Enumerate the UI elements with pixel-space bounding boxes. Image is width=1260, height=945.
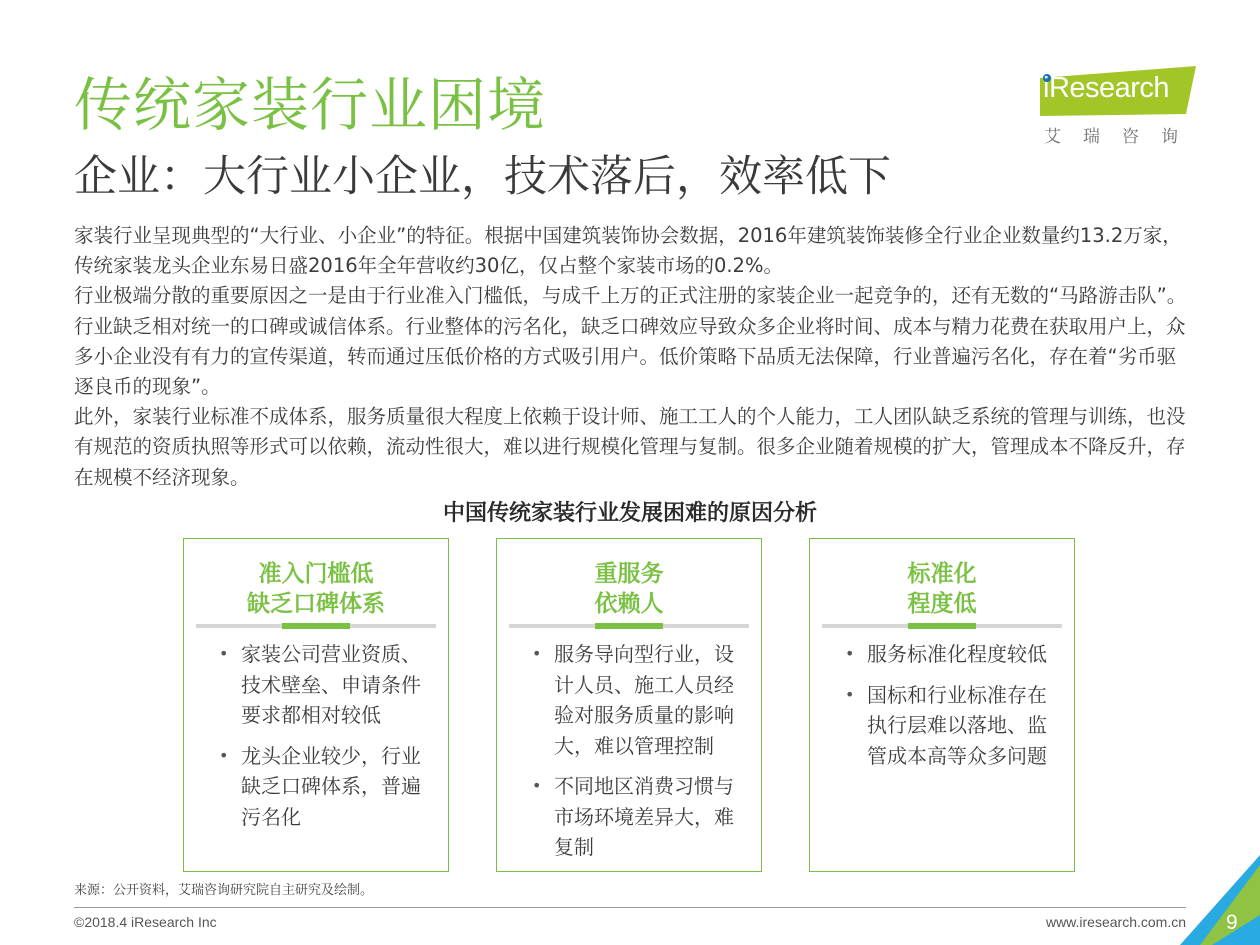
card-heading-line: 准入门槛低 <box>258 561 374 587</box>
reason-card-standardization <box>809 538 1075 872</box>
bullet-icon: • <box>845 684 855 704</box>
paragraph: 行业极端分散的重要原因之一是由于行业准入门槛低，与成千上万的正式注册的家装企业一起竞争的，还有无数的“马路游击队”。行业缺乏相对统一的口碑或诚信体系。行业整体的污名化，缺乏口碑效应导致众多企业将时间、成本与精力花费在获取用户上，众多小企业没有有力的宣传渠道，转而通过压低价格的方式吸引用户。低价策略下品质无法保障，行业普遍污名化，存在着“劣币驱逐良币的现象”。 <box>74 284 1187 399</box>
reason-card-entry-barrier <box>183 538 449 872</box>
logo-brand-text: iResearch <box>1043 72 1170 104</box>
card-heading-line: 重服务 <box>594 561 664 587</box>
bullet-text: 不同地区消费习惯与市场环境差异大，难复制 <box>554 774 734 859</box>
card-heading-line: 程度低 <box>907 591 977 617</box>
card-heading-line: 标准化 <box>907 561 977 587</box>
bullet-text: 服务导向型行业，设计人员、施工人员经验对服务质量的影响大，难以管理控制 <box>554 642 734 758</box>
bullet-icon: • <box>219 745 229 765</box>
card-heading-line: 缺乏口碑体系 <box>247 591 385 617</box>
intro-text <box>74 221 1190 493</box>
card-heading-line: 依赖人 <box>594 591 664 617</box>
iresearch-logo <box>1040 64 1200 148</box>
page-title: 传统家装行业困境 <box>74 71 547 139</box>
bullet-item <box>515 639 741 761</box>
bullet-icon: • <box>219 644 229 663</box>
bullet-item <box>515 771 741 863</box>
card-divider <box>509 624 749 628</box>
bullet-text: 龙头企业较少，行业缺乏口碑体系，普遍污名化 <box>241 743 421 829</box>
footer-divider <box>74 907 1186 908</box>
card-heading <box>810 559 1074 619</box>
page-subtitle: 企业：大行业小企业，技术落后，效率低下 <box>74 152 891 202</box>
card-divider <box>822 624 1062 628</box>
bullet-icon: • <box>845 644 855 663</box>
logo-brand-cn: 艾瑞咨询 <box>1044 127 1200 147</box>
bullet-item <box>828 680 1054 772</box>
card-divider-accent <box>282 623 350 629</box>
bullet-text: 家装公司营业资质、技术壁垒、申请条件要求都相对较低 <box>241 642 421 727</box>
card-divider <box>196 624 436 628</box>
card-bullet-list <box>828 639 1054 781</box>
paragraph: 此外，家装行业标准不成体系，服务质量很大程度上依赖于设计师、施工工人的个人能力，工人团队缺乏系统的管理与训练，也没有规范的资质执照等形式可以依赖，流动性很大，难以进行规模化管理与复制。很多企业随着规模的扩大，管理成本不降反升，存在规模不经济现象。 <box>74 405 1186 489</box>
bullet-text: 服务标准化程度较低 <box>867 642 1047 666</box>
bullet-item <box>828 639 1054 670</box>
card-bullet-list <box>202 639 428 842</box>
bullet-item <box>202 639 428 731</box>
bullet-item <box>202 741 428 833</box>
page-number: 9 <box>1226 911 1238 934</box>
reason-card-service-dependence <box>496 538 762 872</box>
website-link[interactable]: www.iresearch.com.cn <box>1045 914 1186 930</box>
bullet-icon: • <box>532 644 542 663</box>
card-heading <box>184 559 448 619</box>
bullet-text: 国标和行业标准存在执行层难以落地、监管成本高等众多问题 <box>867 682 1047 768</box>
card-heading <box>497 559 761 619</box>
copyright: ©2018.4 iResearch Inc <box>74 914 217 930</box>
card-bullet-list <box>515 639 741 873</box>
card-divider-accent <box>908 623 976 629</box>
source-note: 来源：公开资料，艾瑞咨询研究院自主研究及绘制。 <box>74 883 374 898</box>
card-divider-accent <box>595 623 663 629</box>
analysis-title: 中国传统家装行业发展困难的原因分析 <box>442 501 817 526</box>
paragraph: 家装行业呈现典型的“大行业、小企业”的特征。根据中国建筑装饰协会数据，2016年建筑装饰装修全行业企业数量约13.2万家，传统家装龙头企业东易日盛2016年全年营收约30亿，仅占整个家装市场的0.2%。 <box>74 224 1182 278</box>
bullet-icon: • <box>532 776 542 795</box>
corner-decoration <box>1180 855 1260 945</box>
